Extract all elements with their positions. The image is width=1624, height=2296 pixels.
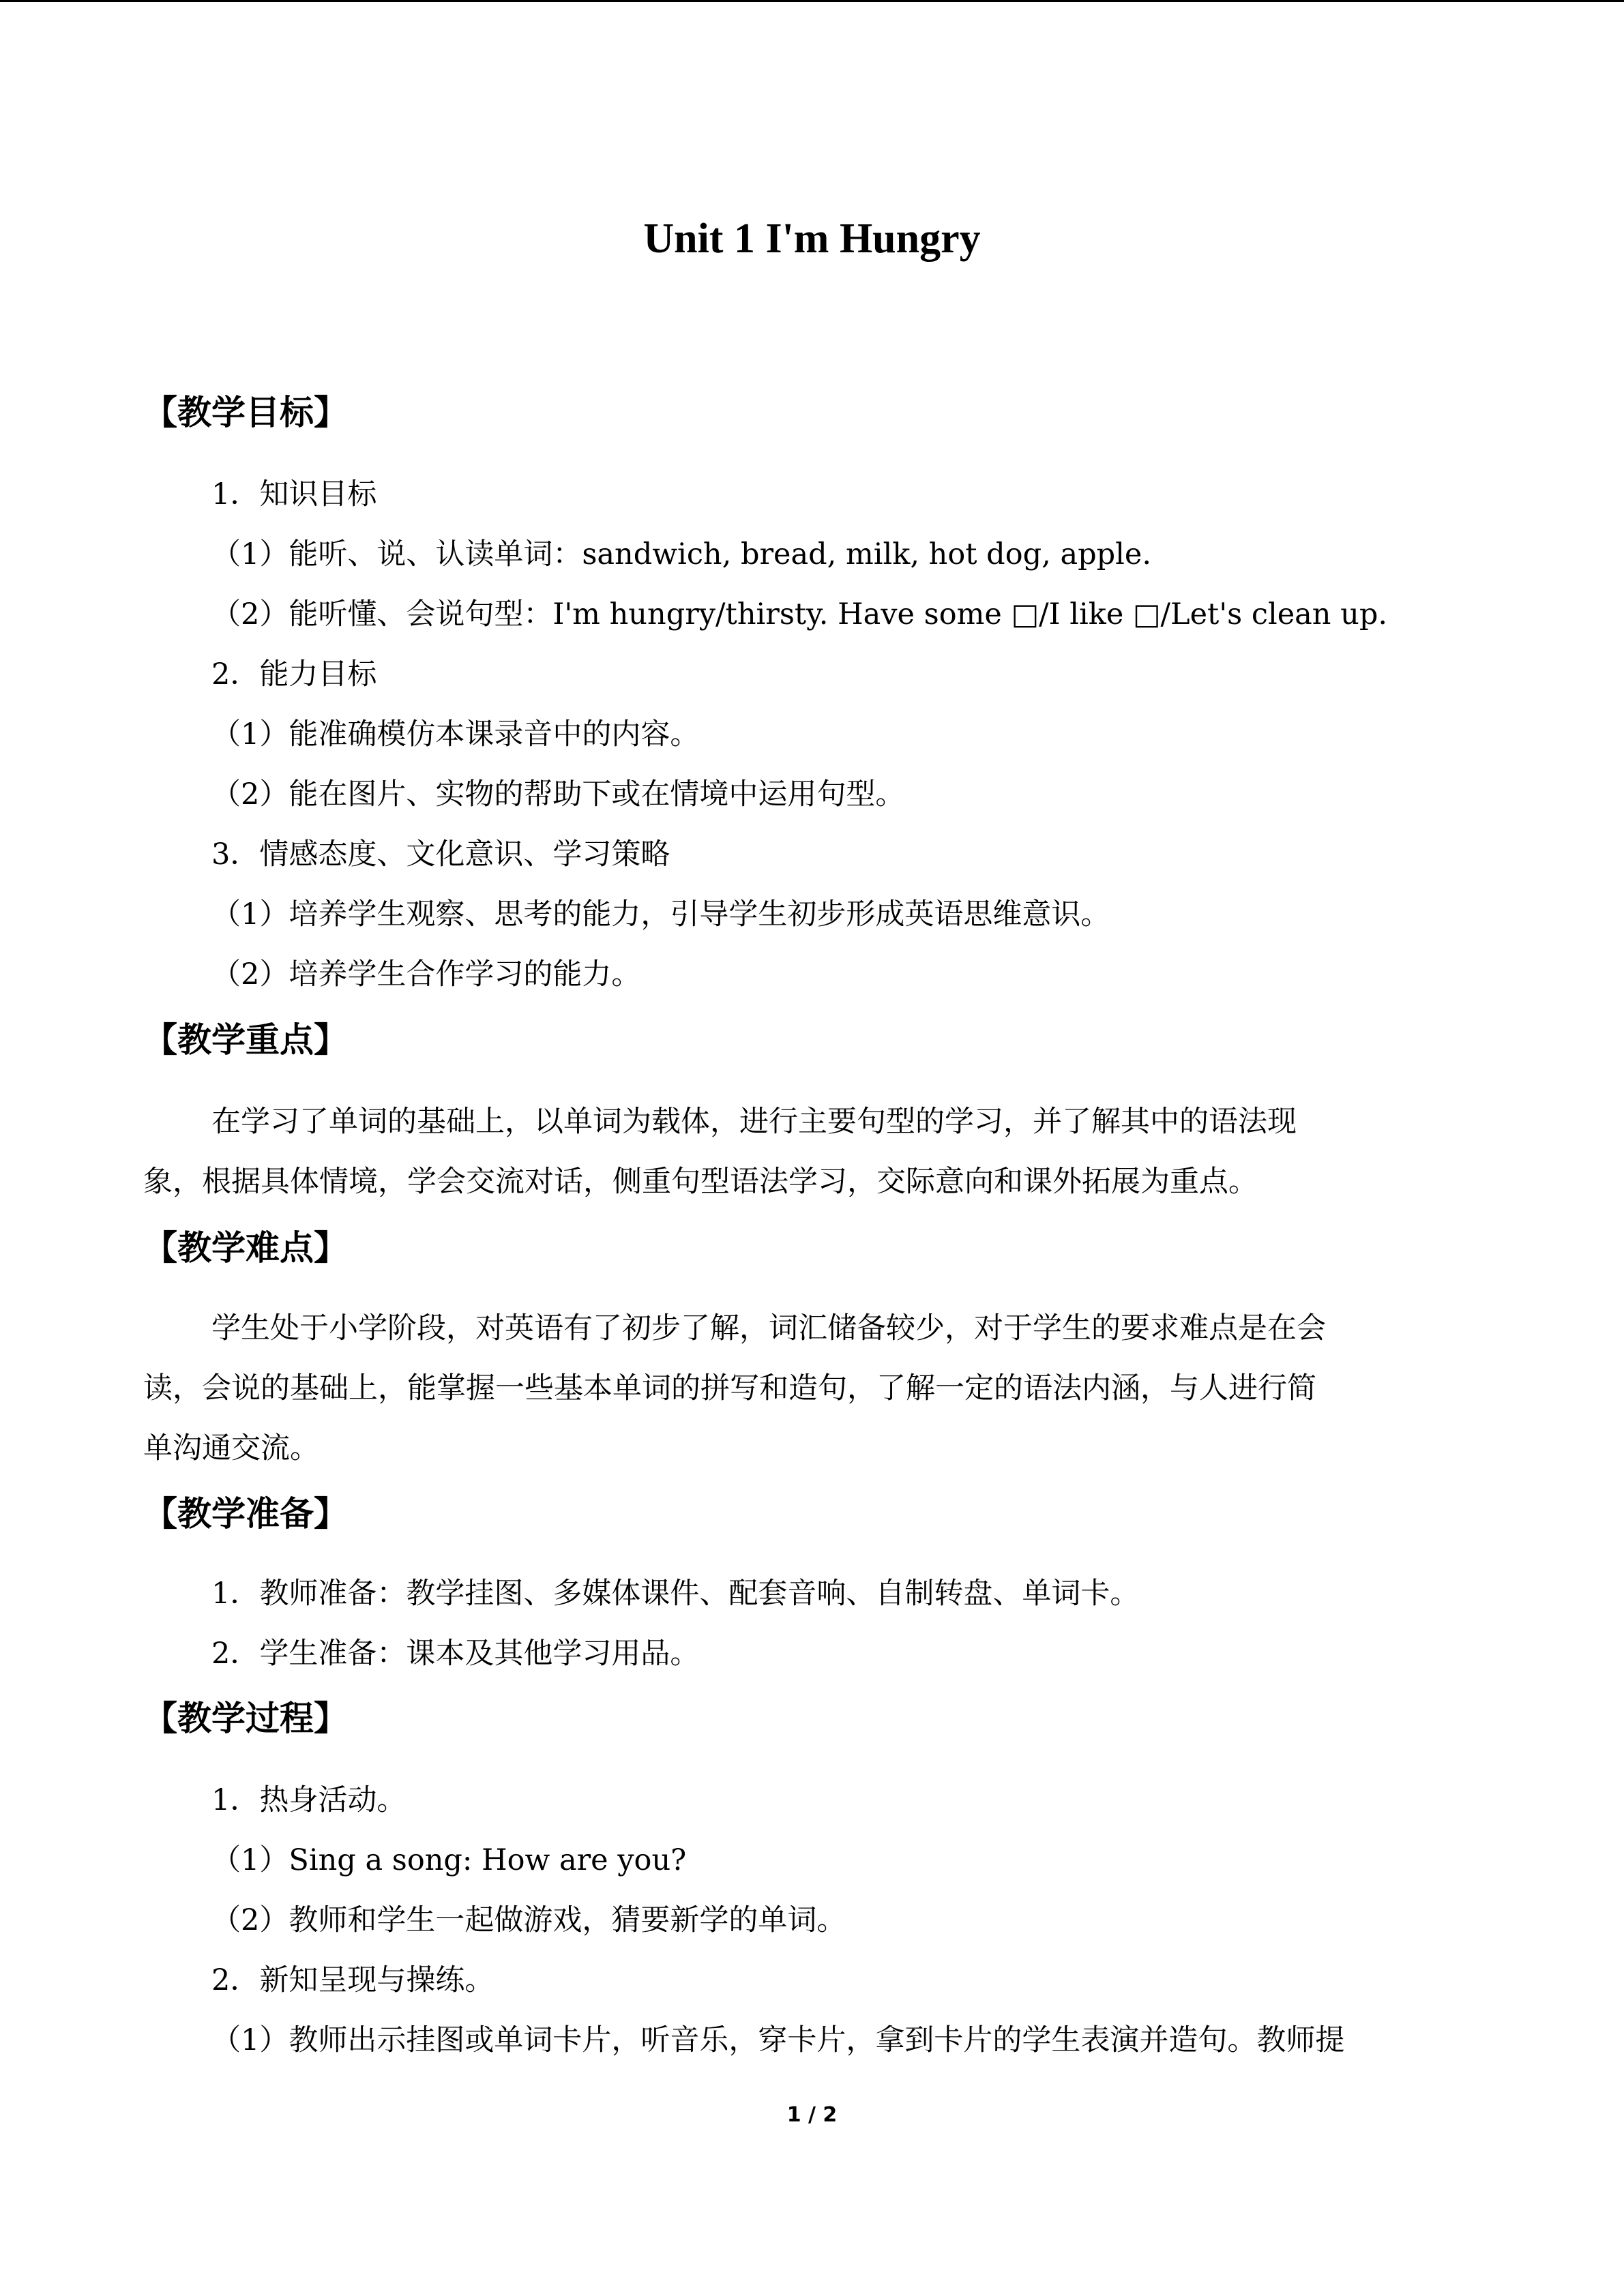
preparation-item: 1．教师准备：教学挂图、多媒体课件、配套音响、自制转盘、单词卡。 [211, 1577, 1140, 1611]
process-item: （1）教师出示挂图或单词卡片，听音乐，穿卡片，拿到卡片的学生表演并造句。教师提 [211, 2023, 1345, 2057]
process-item: （1）Sing a song: How are you? [211, 1843, 687, 1877]
difficulties-line: 学生处于小学阶段，对英语有了初步了解，词汇储备较少，对于学生的要求难点是在会 [211, 1311, 1326, 1345]
page-indicator: 1 / 2 [786, 2103, 838, 2127]
difficulties-line: 读，会说的基础上，能掌握一些基本单词的拼写和造句，了解一定的语法内涵，与人进行简 [143, 1371, 1316, 1405]
objective-item: （1）培养学生观察、思考的能力，引导学生初步形成英语思维意识。 [211, 897, 1110, 931]
preparation-item: 2．学生准备：课本及其他学习用品。 [211, 1637, 700, 1671]
objective-item: （1）能听、说、认读单词：sandwich, bread, milk, hot dog, apple. [211, 537, 1152, 571]
process-item: （2）教师和学生一起做游戏，猜要新学的单词。 [211, 1903, 846, 1937]
heading-objectives: 【教学目标】 [143, 393, 348, 432]
process-item: 2．新知呈现与操练。 [211, 1963, 494, 1997]
objective-item: （1）能准确模仿本课录音中的内容。 [211, 717, 700, 751]
objective-item: 3．情感态度、文化意识、学习策略 [211, 837, 670, 871]
objective-item: 1．知识目标 [211, 477, 377, 511]
objective-item: （2）能听懂、会说句型：I'm hungry/thirsty. Have some □/I like □/Let's clean up. [211, 597, 1388, 631]
page-title: Unit 1 I'm Hungry [643, 215, 981, 262]
heading-preparation: 【教学准备】 [143, 1494, 348, 1534]
key-points-line: 在学习了单词的基础上，以单词为载体，进行主要句型的学习，并了解其中的语法现 [211, 1105, 1297, 1139]
difficulties-line: 单沟通交流。 [143, 1431, 319, 1465]
objective-item: （2）培养学生合作学习的能力。 [211, 957, 641, 992]
heading-key-points: 【教学重点】 [143, 1020, 348, 1060]
heading-process: 【教学过程】 [143, 1699, 348, 1738]
key-points-line: 象，根据具体情境，学会交流对话，侧重句型语法学习，交际意向和课外拓展为重点。 [143, 1165, 1258, 1199]
process-item: 1．热身活动。 [211, 1783, 407, 1817]
objective-item: 2．能力目标 [211, 657, 377, 691]
objective-item: （2）能在图片、实物的帮助下或在情境中运用句型。 [211, 777, 905, 811]
heading-difficulties: 【教学难点】 [143, 1228, 348, 1268]
top-border-rule [0, 0, 1624, 2]
